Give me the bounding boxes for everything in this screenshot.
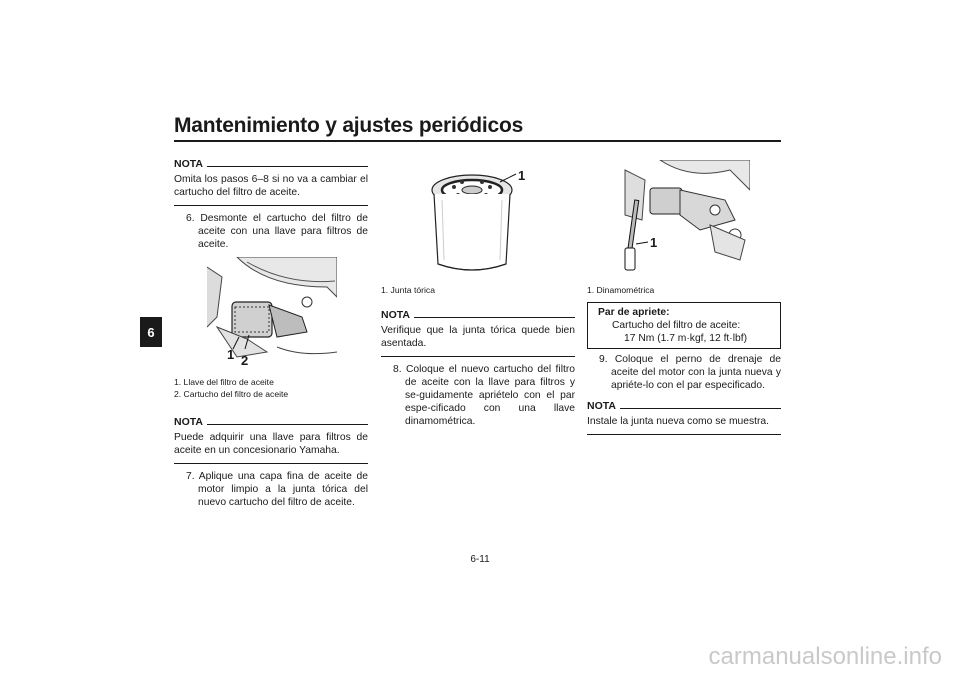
title-rule — [174, 140, 781, 142]
nota-label: NOTA — [174, 158, 203, 170]
caption-item: 1. Llave del filtro de aceite — [174, 377, 274, 387]
nota-text: Instale la junta nueva como se muestra. — [587, 416, 770, 427]
nota-end-rule — [174, 205, 368, 206]
nota-end-rule — [587, 434, 781, 435]
torque-title: Par de apriete: — [598, 307, 670, 318]
step-number: 6. — [186, 213, 195, 224]
nota-text: Puede adquirir una llave para filtros de aceite en un concesionario Yamaha. — [174, 432, 368, 456]
torque-spec-box — [587, 302, 781, 349]
figure-caption: 1. Junta tórica — [381, 285, 435, 295]
nota-label: NOTA — [174, 416, 203, 428]
step-text: Aplique una capa fina de aceite de motor limpio a la junta tórica del nuevo cartucho del filtro de aceite. — [198, 471, 368, 508]
callout-2: 2 — [241, 353, 249, 368]
nota-heading — [381, 309, 575, 322]
chapter-tab: 6 — [140, 317, 162, 347]
callout-1: 1 — [650, 235, 658, 250]
nota-heading — [587, 400, 781, 413]
nota-text: Verifique que la junta tórica quede bien asentada. — [381, 325, 575, 349]
step-number: 9. — [599, 354, 608, 365]
column-1 — [174, 158, 368, 251]
figure-captions — [174, 376, 368, 400]
oil-filter-cartridge-figure — [420, 160, 540, 278]
torque-value: 17 Nm (1.7 m·kgf, 12 ft·lbf) — [624, 333, 748, 344]
callout-1: 1 — [227, 347, 235, 362]
oil-filter-wrench-figure — [207, 257, 337, 369]
nota-label: NOTA — [587, 400, 616, 412]
step-number: 7. — [186, 471, 195, 482]
nota-text: Omita los pasos 6–8 si no va a cambiar el cartucho del filtro de aceite. — [174, 174, 368, 198]
column-3 — [587, 353, 781, 435]
watermark: carmanualsonline.info — [708, 643, 942, 670]
step-text: Coloque el nuevo cartucho del filtro de aceite con la llave para filtros y se-guidamente apriételo con el par espe-cificado con una llave dinamométrica. — [405, 364, 575, 427]
step-8 — [381, 363, 575, 428]
callout-1: 1 — [518, 168, 526, 183]
figure-caption: 1. Dinamométrica — [587, 285, 655, 295]
nota-end-rule — [381, 356, 575, 357]
step-7 — [174, 470, 368, 509]
step-9 — [587, 353, 781, 392]
nota-label: NOTA — [381, 309, 410, 321]
step-text: Desmonte el cartucho del filtro de aceite con una llave para filtros de aceite. — [198, 213, 368, 250]
column-2 — [381, 309, 575, 428]
page-title: Mantenimiento y ajustes periódicos — [174, 114, 524, 137]
step-6 — [174, 212, 368, 251]
column-1-lower — [174, 416, 368, 509]
step-text: Coloque el perno de drenaje de aceite del motor con la junta nueva y apriéte-lo con el par especificado. — [611, 354, 781, 391]
torque-item: Cartucho del filtro de aceite: — [612, 320, 741, 331]
nota-heading — [174, 416, 368, 429]
nota-heading — [174, 158, 368, 171]
step-number: 8. — [393, 364, 402, 375]
nota-end-rule — [174, 463, 368, 464]
caption-item: 2. Cartucho del filtro de aceite — [174, 389, 289, 399]
page-number: 6-11 — [470, 554, 490, 565]
torque-wrench-figure — [620, 160, 750, 278]
